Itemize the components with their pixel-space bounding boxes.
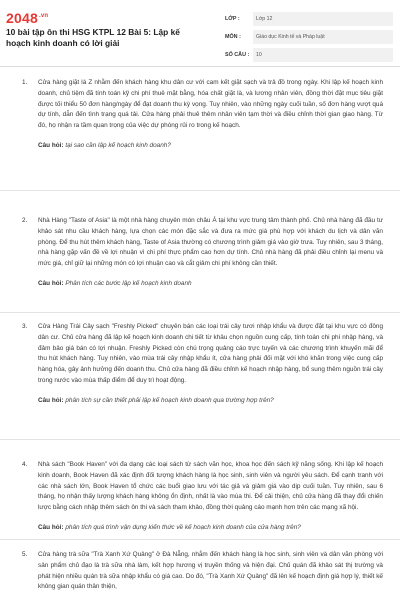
problem-body [38, 216, 383, 290]
site-logo[interactable] [6, 10, 48, 26]
question-label: Câu hỏi: [38, 141, 64, 149]
logo-tld: .vn [38, 13, 49, 20]
problem-question [38, 396, 383, 407]
meta-row-count [225, 48, 393, 62]
meta-value-count: 10 [253, 48, 393, 62]
problem-text: Nhà sách "Book Haven" với đa dạng các loại sách từ sách văn học, khoa học đến sách kỹ năng sống. Khi lập kế hoạch kinh doanh, Book Haven đã xác định đối tượng khách hàng là học sinh, sinh viên và người yêu sách. Để cạnh tranh với các nhà sách lớn, Book Haven tổ chức các buổi giao lưu với tác giả và giảm giá vào dịp cuối tuần. Tuy nhiên, sau 6 tháng, họ nhận thấy lượng khách hàng không ổn định, nhất là vào mùa thi. Để cải thiện, chủ cửa hàng đã thay đổi chiến lược bằng cách nhập thêm sách ôn thi và sách tham khảo, đồng thời quảng cáo mạnh hơn trên các mạng xã hội. [38, 461, 383, 512]
problem-text: Cửa hàng trà sữa "Trà Xanh Xứ Quảng" ở Đà Nẵng, nhắm đến khách hàng là học sinh, sinh viên và dân văn phòng với sản phẩm chủ đạo là trà sữa nhà làm, kết hợp hương vị truyền thống và hiện đại. Chủ quán đã khảo sát thị trường và phát hiện nhiều quán trà sữa nhập khẩu có giá cao. Do đó, "Trà Xanh Xứ Quảng" đã lên kế hoạch định giá hợp lý, thiết kế không gian quán thân thiện, [38, 551, 383, 591]
meta-value-subject: Giáo dục Kinh tế và Pháp luật [253, 30, 393, 44]
problem-number: 4. [22, 461, 28, 468]
problem-question [38, 279, 383, 290]
meta-value-class: Lớp 12 [253, 12, 393, 26]
problem-question [38, 141, 383, 152]
page-title: 10 bài tập ôn thi HSG KTPL 12 Bài 5: Lập kế hoạch kinh doanh có lời giải [6, 27, 180, 48]
header [0, 0, 400, 62]
problem-divider [0, 539, 400, 540]
problem-divider [0, 439, 400, 440]
problem-divider [0, 312, 400, 313]
question-text: Phân tích các bước lập kế hoạch kinh doanh [65, 279, 192, 287]
problem-divider [0, 190, 400, 191]
logo-text: 2048 [6, 10, 38, 26]
problem-body [38, 460, 383, 534]
problem-text: Cửa Hàng Trái Cây sạch "Freshly Picked" chuyên bán các loại trái cây tươi nhập khẩu và được đặt tại khu vực có đông dân cư. Chủ cửa hàng đã lập kế hoạch kinh doanh chi tiết từ khâu chọn nguồn cung cấp, tính toán chi phí nhập hàng, và đảm bảo giá bán có lợi nhuận. Freshly Picked còn chú trọng quảng cáo trực tuyến và các chương trình khuyến mãi để thu hút khách hàng. Tuy nhiên, vào mùa trái cây nhập khẩu ít, cửa hàng phải đối mặt với khó khăn trong việc cung cấp hàng hóa, gây ảnh hưởng đến doanh thu. Chủ cửa hàng đã điều chỉnh kế hoạch nhập hàng, bổ sung thêm nguồn trái cây trong nước vào mùa thấp điểm để duy trì hoạt động. [38, 323, 383, 384]
problem-text: Nhà Hàng "Taste of Asia" là một nhà hàng chuyên món châu Á tại khu vực trung tâm thành phố. Chủ nhà hàng đã đầu tư khảo sát nhu cầu khách hàng, lựa chọn các món đặc sắc và đưa ra mức giá phù hợp với khách du lịch và dân văn phòng. Để thu hút thêm khách hàng, Taste of Asia thường có chương trình giảm giá vào giờ trưa. Tuy nhiên, sau 3 tháng, nhà hàng gặp vấn đề về lợi nhuận vì chi phí thực phẩm cao hơn dự tính. Chủ nhà hàng đã phải điều chỉnh lại menu và mức giá, chỉ giữ lại những món có lợi nhuận cao và cắt giảm chi phí không cần thiết. [38, 217, 383, 268]
question-text: phân tích sự cần thiết phải lập kế hoạch kinh doanh qua trường hợp trên? [65, 396, 274, 404]
question-text: phân tích quá trình vận dụng kiến thức về kế hoạch kinh doanh của cửa hàng trên? [65, 523, 301, 531]
meta-label: SỐ CÂU : [225, 52, 250, 58]
problem-question [38, 523, 383, 534]
question-text: tại sao cần lập kế hoạch kinh doanh? [65, 141, 171, 149]
header-divider [0, 66, 400, 67]
problem-text: Cửa hàng giặt là Z nhằm đến khách hàng khu dân cư với cam kết giặt sạch và trả đồ trong ngày. Khi lập kế hoạch kinh doanh, chủ tiệm đã tính toán kỹ chi phí thuê mặt bằng, hóa chất giặt là, và lương nhân viên, đồng thời đặt mục tiêu giặt được tối thiểu 50 đơn hàng/ngày để đạt doanh thu kỳ vọng. Tuy nhiên, vào những ngày cuối tuần, số đơn hàng vượt quá dự tính, dẫn đến tình trạng quá tải. Cửa hàng phải thuê thêm nhân viên tạm thời và điều chỉnh thời gian giao hàng. Từ đó, họ nhận ra tầm quan trọng của việc dự phòng rủi ro trong kế hoạch. [38, 79, 383, 130]
question-label: Câu hỏi: [38, 279, 64, 287]
meta-label: LỚP : [225, 16, 240, 22]
question-label: Câu hỏi: [38, 396, 64, 404]
meta-label: MÔN : [225, 34, 241, 40]
meta-info [225, 12, 393, 66]
problem-number: 3. [22, 323, 28, 330]
problem-body [38, 78, 383, 152]
meta-row-subject [225, 30, 393, 44]
problem-body [38, 550, 383, 593]
problem-body [38, 322, 383, 407]
meta-row-class [225, 12, 393, 26]
problem-number: 5. [22, 551, 28, 558]
question-label: Câu hỏi: [38, 523, 64, 531]
problem-number: 1. [22, 79, 28, 86]
problem-number: 2. [22, 217, 28, 224]
